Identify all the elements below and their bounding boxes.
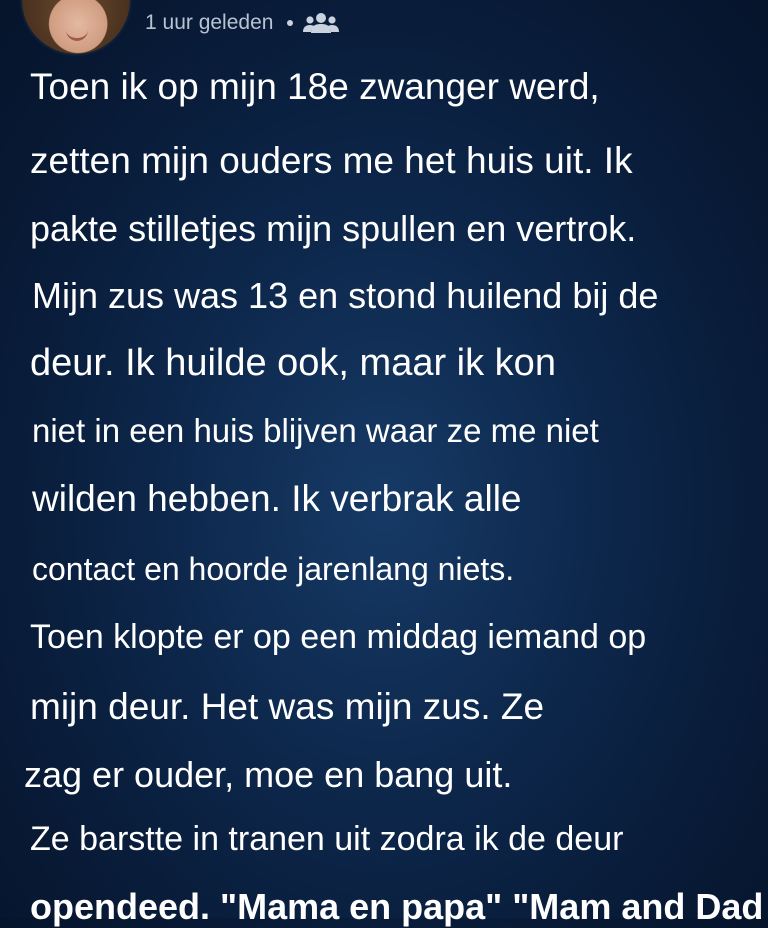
story-line: contact en hoorde jarenlang niets.	[32, 551, 515, 587]
story-line: wilden hebben. Ik verbrak alle	[32, 478, 522, 519]
story-line: mijn deur. Het was mijn zus. Ze	[30, 686, 545, 727]
story-line: zetten mijn ouders me het huis uit. Ik	[30, 140, 633, 181]
story-line: zag er ouder, moe en bang uit.	[24, 754, 513, 795]
story-line: deur. Ik huilde ook, maar ik kon	[30, 342, 556, 384]
story-line: Toen klopte er op een middag iemand op	[30, 618, 647, 656]
story-line: Ze barstte in tranen uit zodra ik de deur	[30, 820, 624, 858]
story-line: Toen ik op mijn 18e zwanger werd,	[30, 66, 600, 107]
post-timestamp[interactable]: 1 uur geleden	[145, 11, 274, 34]
story-line: pakte stilletjes mijn spullen en vertrok.	[30, 208, 637, 249]
story-line: Mijn zus was 13 en stond huilend bij de	[32, 275, 659, 316]
story-line: niet in een huis blijven waar ze me niet	[32, 412, 599, 449]
story-line-cut-off: opendeed. "Mama en papa" "Mam and Dad	[30, 886, 764, 927]
